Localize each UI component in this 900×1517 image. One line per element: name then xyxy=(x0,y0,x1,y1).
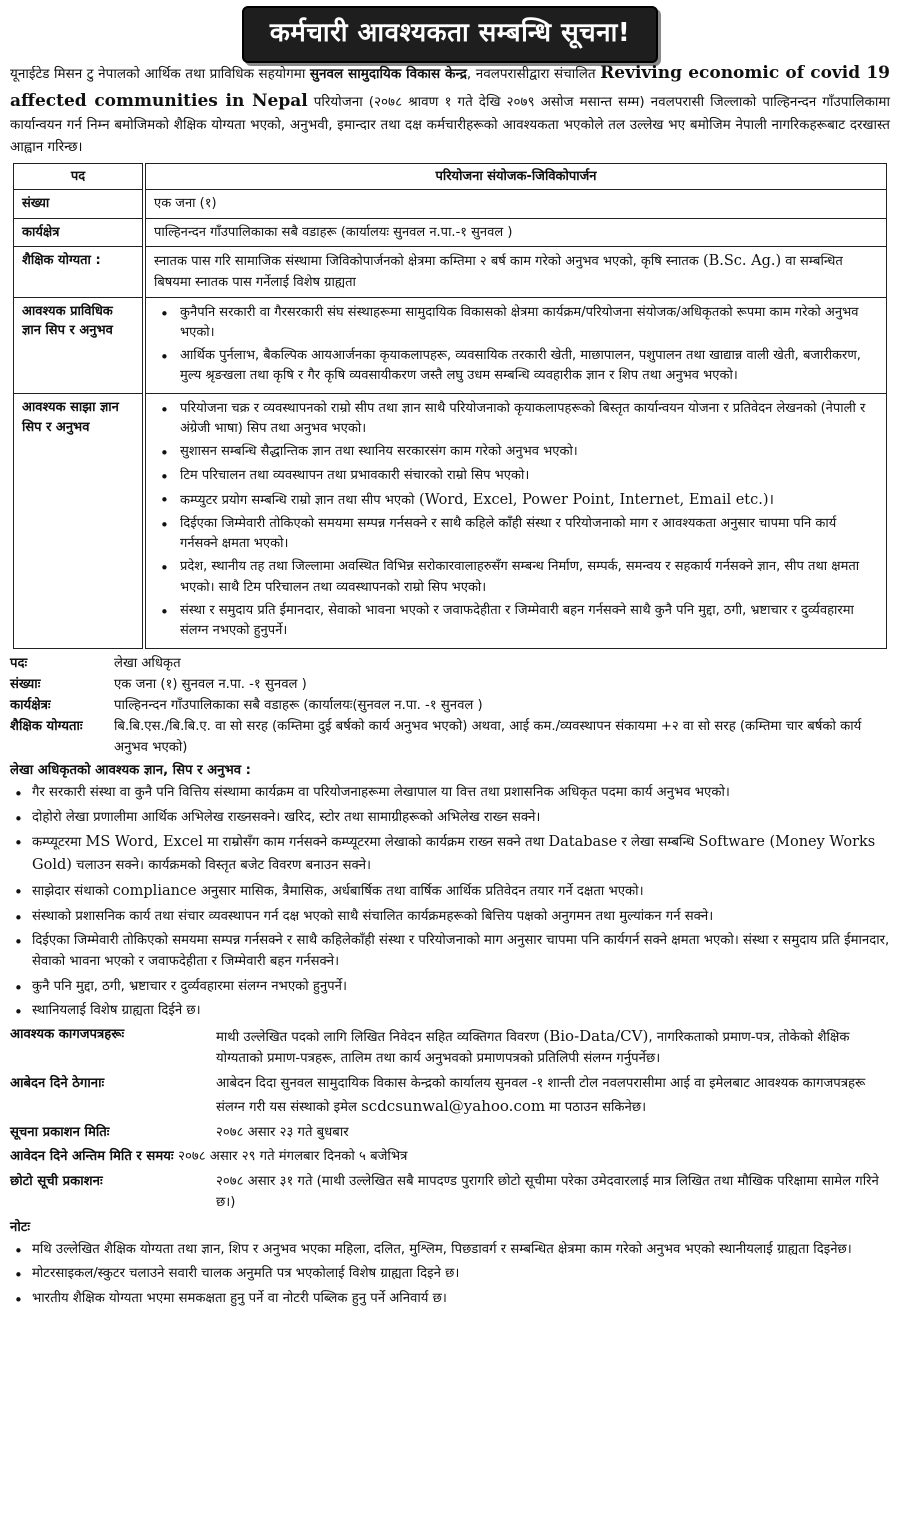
list-item: • प्रदेश, स्थानीय तह तथा जिल्लामा अवस्थित विभिन्न सरोकारवालाहरुसँग सम्बन्ध निर्माण, सम्पर्क, समन्वय र सहकार्य गर्नसक्ने ज्ञान, सीप तथा क्षमता भएको। साथै टिम परिचालन तथा व्यवस्थापनको राम्रो सिप भएको। xyxy=(180,557,878,597)
accounts-post-value: लेखा अधिकृत xyxy=(114,655,181,671)
accounts-area-label: कार्यक्षेत्रः xyxy=(10,698,51,714)
education-label: शैक्षिक योग्यता : xyxy=(14,247,145,297)
address-value xyxy=(216,1073,890,1118)
technical-skills-label: आवश्यक प्राविधिक ज्ञान सिप र अनुभव xyxy=(14,297,145,394)
computer-skill-en: (Word, Excel, Power Point, Internet, Email etc.)। xyxy=(414,491,774,508)
education-degree-en: (B.Sc. Ag.) xyxy=(702,253,782,270)
documents-label: आवश्यक कागजपत्रहरूः xyxy=(10,1026,125,1042)
table-row xyxy=(14,218,887,247)
list-item: • दिईएका जिम्मेवारी तोकिएको समयमा सम्पन्न गर्नसक्ने र साथै कहिलेकाँही संस्था र परियोजनाको माग अनुसार चापमा पनि कार्यगर्न सक्ने क्षमता भएको। संस्था र समुदाय प्रति ईमानदार, सेवाको भावना भएको र जवाफदेहीता र जिम्मेवारी बहन गर्नसक्ने। xyxy=(32,930,890,972)
list-item: • दोहोरो लेखा प्रणालीमा आर्थिक अभिलेख राख्नसक्ने। खरिद, स्टोर तथा सामाग्रीहरूको अभिलेख राख्न सक्ने। xyxy=(32,807,890,828)
accounts-skills-list xyxy=(10,782,890,1020)
education-text-2: वा सम्बन्धित बिषयमा स्नातक पास गर्नेलाई विशेष ग्राह्यता xyxy=(154,254,843,291)
banner xyxy=(10,0,890,58)
documents-text: , नागरिकताको प्रमाण-पत्र, तोकेको शैक्षिक योग्यताको प्रमाण-पत्रहरू, तालिम तथा कार्य अनुभवको प्रमाणपत्रको प्रतिलिपी संलग्न गर्नुपर्नेछ। xyxy=(216,1029,850,1066)
education-text-1: स्नातक पास गरि सामाजिक संस्थामा जिविकोपार्जनको क्षेत्रमा कम्तिमा २ बर्ष काम गरेको अनुभव भएको, कृषि स्नातक xyxy=(154,254,703,270)
table-row xyxy=(14,247,887,297)
accounts-count-row xyxy=(10,674,890,695)
intro-project-name: Reviving economic of covid 19 affected communities in Nepal xyxy=(10,63,890,111)
address-text: आबेदन दिदा सुनवल सामुदायिक विकास केन्द्रको कार्यालय सुनवल -१ शान्ती टोल नवलपरासीमा आई वा इमेलबाट आवश्यक कागजपत्रहरू संलग्न गरी यस संस्थाको इमेल xyxy=(216,1076,866,1116)
list-item: • आर्थिक पुर्नलाभ, बैकल्पिक आयआर्जनका कृयाकलापहरू, व्यवसायिक तरकारी खेती, माछापालन, पशुपालन तथा खाद्यान्न वाली खेती, बजारीकरण, मुल्य श्रृङखला तथा कृषि र गैर कृषि व्यवसायीकरण जस्तै लघु उधम सम्बन्धि व्यवहारीक ज्ञान र शिप तथा अनुभव भएको। xyxy=(180,346,878,386)
deadline-value: २०७८ असार २९ गते मंगलबार दिनको ५ बजेभित्र xyxy=(178,1149,408,1165)
item-text-en: compliance xyxy=(112,883,197,900)
table-header-position: परियोजना संयोजक-जिविकोपार्जन xyxy=(144,163,887,190)
item-text: मा राम्रोसँग काम गर्नसक्ने कम्प्यूटरमा लेखाको कार्यक्रम राख्न सक्ने तथा xyxy=(203,834,549,850)
list-item: • मथि उल्लेखित शैक्षिक योग्यता तथा ज्ञान, शिप र अनुभव भएका महिला, दलित, मुश्लिम, पिछडावर्ग र सम्बन्धित क्षेत्रमा काम गरेको अनुभव भएको स्थानीयलाई ग्राह्यता दिइनेछ। xyxy=(32,1239,890,1260)
list-item xyxy=(32,880,890,903)
item-text-en: MS Word, Excel xyxy=(85,833,204,850)
list-item xyxy=(32,831,890,877)
count-label: संख्या xyxy=(14,190,145,219)
list-item: • संस्था र समुदाय प्रति ईमानदार, सेवाको भावना भएको र जवाफदेहीता र जिम्मेवारी बहन गर्नसक्ने साथै कुनै पनि मुद्दा, ठगी, भ्रष्टाचार र दुर्व्यवहारमा संलग्न नभएको हुनुपर्ने। xyxy=(180,601,878,641)
shortlist-label: छोटो सूची प्रकाशनः xyxy=(10,1174,103,1190)
computer-skill-text: कम्प्युटर प्रयोग सम्बन्धि राम्रो ज्ञान तथा सीप भएको xyxy=(180,492,415,508)
common-skills-list xyxy=(154,399,878,641)
list-item: • गैर सरकारी संस्था वा कुनै पनि वित्तिय संस्थामा कार्यक्रम वा परियोजनाहरूमा लेखापाल या वित्त तथा प्रशासनिक अधिकृत पदमा कार्य अनुभव भएको। xyxy=(32,782,890,803)
list-item: • भारतीय शैक्षिक योग्यता भएमा समकक्षता हुनु पर्ने वा नोटरी पब्लिक हुनु पर्ने अनिवार्य छ। xyxy=(32,1288,890,1309)
accounts-officer-section xyxy=(10,653,890,1309)
intro-text-2: , नवलपरासीद्वारा संचालित xyxy=(466,66,601,82)
table-row xyxy=(14,394,887,649)
item-text: र लेखा सम्बन्धि xyxy=(617,834,699,850)
accounts-area-row xyxy=(10,695,890,716)
intro-paragraph xyxy=(10,60,890,159)
list-item: • स्थानियलाई विशेष ग्राह्यता दिईने छ। xyxy=(32,1000,890,1021)
documents-value xyxy=(216,1024,890,1069)
list-item xyxy=(180,489,878,511)
table-row xyxy=(14,297,887,394)
table-header-row xyxy=(14,163,887,190)
item-text-en: Database xyxy=(548,833,618,850)
area-value: पाल्हिनन्दन गाँउपालिकाका सबै वडाहरू (कार्यालयः सुनवल न.पा.-१ सुनवल ) xyxy=(144,218,887,247)
count-value: एक जना (१) xyxy=(144,190,887,219)
address-text: मा पठाउन सकिनेछ। xyxy=(545,1100,647,1116)
accounts-post-row xyxy=(10,653,890,674)
accounts-area-value: पाल्हिनन्दन गाँउपालिकाका सबै वडाहरू (कार्यालयः(सुनवल न.पा. -१ सुनवल ) xyxy=(114,698,483,714)
deadline-row xyxy=(10,1147,890,1167)
shortlist-row xyxy=(10,1171,890,1213)
publication-date-value: २०७८ असार २३ गते बुधबार xyxy=(216,1125,349,1141)
banner-title: कर्मचारी आवश्यकता सम्बन्धि सूचना! xyxy=(242,6,658,63)
deadline-label: आवेदन दिने अन्तिम मिति र समयः xyxy=(10,1149,174,1165)
notes-list xyxy=(10,1239,890,1308)
item-text-en: Software (Money Works Gold) xyxy=(32,833,876,873)
address-label: आबेदन दिने ठेगानाः xyxy=(10,1076,105,1092)
intro-text-3: परियोजना (२०७८ श्रावण १ गते देखि २०७९ असोज मसान्त सम्म) नवलपरासी जिल्लाको पाल्हिनन्दन गाँउपालिकामा कार्यान्वयन गर्न निम्न बमोजिमको शैक्षिक योग्यता भएको, अनुभवी, इमान्दार तथा दक्ष कर्मचारीहरूको आवश्यकता भएकोले तल उल्लेख भए बमोजिम नेपाली नागरिकहरूबाट दरखास्त आह्वान गरिन्छ। xyxy=(10,93,890,155)
documents-row xyxy=(10,1024,890,1069)
documents-text: माथी उल्लेखित पदको लागि लिखित निवेदन सहित व्यक्तिगत विवरण xyxy=(216,1029,544,1045)
table-header-post: पद xyxy=(14,163,145,190)
list-item: • संस्थाको प्रशासनिक कार्य तथा संचार व्यवस्थापन गर्न दक्ष भएको साथै संचालित कार्यक्रमहरूको बित्तिय पक्षको अनुगमन तथा मुल्यांकन गर्न सक्ने। xyxy=(32,906,890,927)
accounts-skills-heading: लेखा अधिकृतको आवश्यक ज्ञान, सिप र अनुभव : xyxy=(10,762,251,778)
table-row xyxy=(14,190,887,219)
publication-date-row xyxy=(10,1122,890,1143)
address-row xyxy=(10,1073,890,1118)
technical-skills-list xyxy=(154,303,878,387)
accounts-count-label: संख्याः xyxy=(10,677,41,693)
shortlist-value: २०७८ असार ३१ गते (माथी उल्लेखित सबै मापदण्ड पुरागरि छोटो सूचीमा परेका उमेदवारलाई मात्र लिखित तथा मौखिक परिक्षामा सामेल गरिने छ।) xyxy=(216,1174,879,1211)
accounts-education-label: शैक्षिक योग्यताः xyxy=(10,719,83,735)
documents-cv-en: (Bio-Data/CV) xyxy=(543,1026,649,1045)
intro-org-name: सुनवल सामुदायिक विकास केन्द्र xyxy=(309,66,467,82)
list-item: • दिईएका जिम्मेवारी तोकिएको समयमा सम्पन्न गर्नसक्ने र साथै कहिले काँही संस्था र परियोजनाको माग र आवश्यकता अनुसार चापमा पनि कार्य गर्नसक्ने क्षमता भएको। xyxy=(180,514,878,554)
email-address[interactable]: scdcsunwal@yahoo.com xyxy=(361,1097,546,1116)
common-skills-label: आवश्यक साझा ज्ञान सिप र अनुभव xyxy=(14,394,145,649)
area-label: कार्यक्षेत्र xyxy=(14,218,145,247)
coordinator-table xyxy=(13,163,887,649)
education-value xyxy=(144,247,887,297)
item-text: साझेदार संथाको xyxy=(32,884,113,900)
list-item: • सुशासन सम्बन्धि सैद्धान्तिक ज्ञान तथा स्थानिय सरकारसंग काम गरेको अनुभव भएको। xyxy=(180,442,878,462)
technical-skills-value xyxy=(144,297,887,394)
accounts-education-value: बि.बि.एस./बि.बि.ए. वा सो सरह (कम्तिमा दुई बर्षको कार्य अनुभव भएको) अथवा, आई कम./व्यवस्थापन संकायमा +२ वा सो सरह (कम्तिमा चार बर्षको कार्य अनुभव भएको) xyxy=(114,719,862,756)
accounts-education-row xyxy=(10,716,890,758)
list-item: • परियोजना चक्र र व्यवस्थापनको राम्रो सीप तथा ज्ञान साथै परियोजनाको कृयाकलापहरूको बिस्तृत कार्यान्वयन योजना र प्रतिवेदन लेखनको (नेपाली र अंग्रेजी भाषा) सिप तथा अनुभव भएको। xyxy=(180,399,878,439)
note-label: नोटः xyxy=(10,1219,31,1235)
intro-text-1: यूनाईटेड मिसन टु नेपालको आर्थिक तथा प्राविधिक सहयोगमा xyxy=(10,66,310,82)
item-text: चलाउन सक्ने। कार्यक्रमको विस्तृत बजेट विवरण बनाउन सक्ने। xyxy=(71,857,372,873)
accounts-post-label: पदः xyxy=(10,655,28,671)
list-item: • मोटरसाइकल/स्कुटर चलाउने सवारी चालक अनुमति पत्र भएकोलाई विशेष ग्राह्यता दिइने छ। xyxy=(32,1263,890,1284)
list-item: • टिम परिचालन तथा व्यवस्थापन तथा प्रभावकारी संचारको राम्रो सिप भएको। xyxy=(180,466,878,486)
accounts-count-value: एक जना (१) सुनवल न.पा. -१ सुनवल ) xyxy=(114,677,307,693)
item-text: कम्प्यूटरमा xyxy=(32,834,86,850)
item-text: अनुसार मासिक, त्रैमासिक, अर्धबार्षिक तथा वार्षिक आर्थिक प्रतिवेदन तयार गर्ने दक्षता भएको। xyxy=(196,884,644,900)
common-skills-value xyxy=(144,394,887,649)
list-item: • कुनै पनि मुद्दा, ठगी, भ्रष्टाचार र दुर्व्यवहारमा संलग्न नभएको हुनुपर्ने। xyxy=(32,976,890,997)
list-item: • कुनैपनि सरकारी वा गैरसरकारी संघ संस्थाहरूमा सामुदायिक विकासको क्षेत्रमा कार्यक्रम/परियोजना संयोजक/अधिकृतको रूपमा काम गरेको अनुभव भएको। xyxy=(180,303,878,343)
publication-date-label: सूचना प्रकाशन मितिः xyxy=(10,1125,110,1141)
